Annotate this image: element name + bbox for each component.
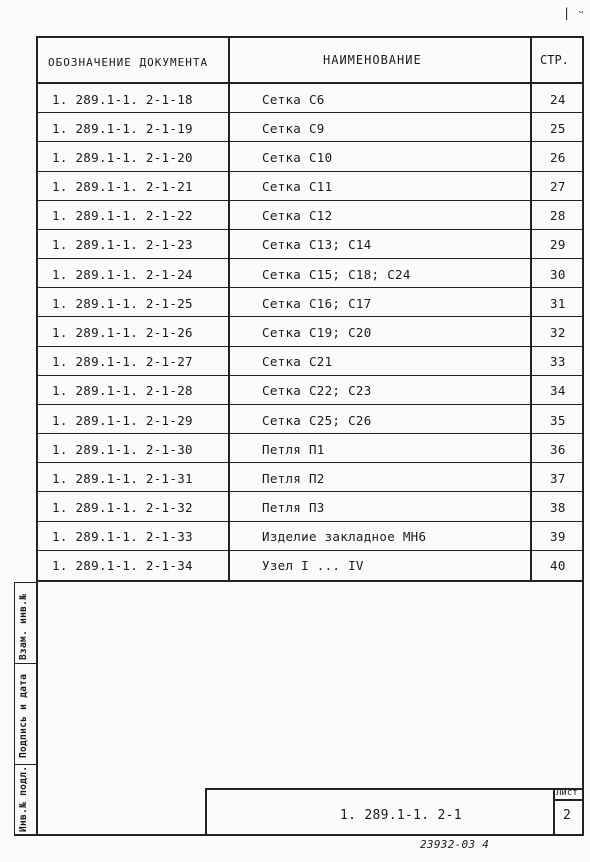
header-bottom-line	[36, 82, 584, 84]
row-divider	[36, 433, 584, 434]
row-code: 1. 289.1-1. 2-1-22	[52, 208, 193, 223]
row-divider	[36, 112, 584, 113]
side-divider-top	[14, 582, 37, 583]
frame-right	[582, 36, 584, 836]
side-divider-1	[14, 663, 37, 664]
row-name: Сетка С11	[262, 179, 333, 194]
row-name: Сетка С10	[262, 150, 333, 165]
title-block-sheet-hline	[553, 799, 584, 801]
row-name: Сетка С9	[262, 121, 325, 136]
row-code: 1. 289.1-1. 2-1-28	[52, 383, 193, 398]
side-label-vzam: Взам. инв.№	[18, 593, 29, 660]
row-divider	[36, 200, 584, 201]
row-divider	[36, 316, 584, 317]
row-page: 27	[550, 179, 566, 194]
row-code: 1. 289.1-1. 2-1-31	[52, 471, 193, 486]
row-code: 1. 289.1-1. 2-1-33	[52, 529, 193, 544]
row-page: 39	[550, 529, 566, 544]
row-page: 35	[550, 413, 566, 428]
row-code: 1. 289.1-1. 2-1-21	[52, 179, 193, 194]
row-divider	[36, 521, 584, 522]
row-page: 33	[550, 354, 566, 369]
row-page: 32	[550, 325, 566, 340]
row-code: 1. 289.1-1. 2-1-27	[52, 354, 193, 369]
row-name: Сетка С19; С20	[262, 325, 372, 340]
row-code: 1. 289.1-1. 2-1-20	[52, 150, 193, 165]
row-code: 1. 289.1-1. 2-1-18	[52, 92, 193, 107]
row-code: 1. 289.1-1. 2-1-34	[52, 558, 193, 573]
title-block-sheet-number: 2	[563, 808, 572, 823]
row-name: Изделие закладное МН6	[262, 529, 427, 544]
row-code: 1. 289.1-1. 2-1-25	[52, 296, 193, 311]
row-name: Сетка С25; С26	[262, 413, 372, 428]
row-code: 1. 289.1-1. 2-1-29	[52, 413, 193, 428]
footer-number: 23932-03 4	[420, 838, 490, 851]
row-divider	[36, 171, 584, 172]
row-divider	[36, 404, 584, 405]
row-divider	[36, 491, 584, 492]
row-page: 40	[550, 558, 566, 573]
corner-mark: | ᵕ	[563, 6, 585, 20]
row-code: 1. 289.1-1. 2-1-32	[52, 500, 193, 515]
frame-left-inner	[36, 36, 38, 836]
row-page: 28	[550, 208, 566, 223]
header-name: НАИМЕНОВАНИЕ	[323, 53, 422, 67]
row-name: Сетка С15; С18; С24	[262, 267, 411, 282]
frame-bottom	[14, 834, 584, 836]
row-page: 26	[550, 150, 566, 165]
row-divider	[36, 258, 584, 259]
row-name: Сетка С22; С23	[262, 383, 372, 398]
row-page: 36	[550, 442, 566, 457]
row-name: Сетка С21	[262, 354, 333, 369]
row-code: 1. 289.1-1. 2-1-30	[52, 442, 193, 457]
row-page: 30	[550, 267, 566, 282]
row-divider	[36, 287, 584, 288]
row-page: 38	[550, 500, 566, 515]
col-divider-1	[228, 36, 230, 581]
row-divider	[36, 346, 584, 347]
row-divider	[36, 229, 584, 230]
row-divider	[36, 550, 584, 551]
title-block-doc-code: 1. 289.1-1. 2-1	[340, 808, 462, 823]
side-label-inv-podl: Инв.№ подл.	[18, 765, 29, 832]
header-page: СТР.	[540, 53, 569, 67]
title-block-sheet-divider	[553, 788, 555, 836]
row-name: Петля П3	[262, 500, 325, 515]
row-code: 1. 289.1-1. 2-1-19	[52, 121, 193, 136]
row-page: 31	[550, 296, 566, 311]
row-name: Петля П1	[262, 442, 325, 457]
row-name: Сетка С13; С14	[262, 237, 372, 252]
row-code: 1. 289.1-1. 2-1-23	[52, 237, 193, 252]
row-name: Узел I ... IV	[262, 558, 364, 573]
col-divider-2	[530, 36, 532, 581]
row-name: Петля П2	[262, 471, 325, 486]
title-block-sheet-label: Лист	[556, 788, 578, 798]
row-divider	[36, 141, 584, 142]
row-page: 24	[550, 92, 566, 107]
row-name: Сетка С12	[262, 208, 333, 223]
row-page: 29	[550, 237, 566, 252]
row-page: 25	[550, 121, 566, 136]
table-bottom-line	[36, 580, 584, 582]
row-divider	[36, 462, 584, 463]
title-block-top	[205, 788, 584, 790]
title-block-left	[205, 788, 207, 836]
row-code: 1. 289.1-1. 2-1-26	[52, 325, 193, 340]
row-divider	[36, 375, 584, 376]
row-name: Сетка С16; С17	[262, 296, 372, 311]
frame-top	[36, 36, 584, 38]
row-page: 37	[550, 471, 566, 486]
header-code: ОБОЗНАЧЕНИЕ ДОКУМЕНТА	[48, 56, 209, 69]
row-page: 34	[550, 383, 566, 398]
side-label-podpis: Подпись и дата	[18, 673, 29, 758]
row-name: Сетка С6	[262, 92, 325, 107]
row-code: 1. 289.1-1. 2-1-24	[52, 267, 193, 282]
frame-left-outer	[14, 582, 15, 836]
